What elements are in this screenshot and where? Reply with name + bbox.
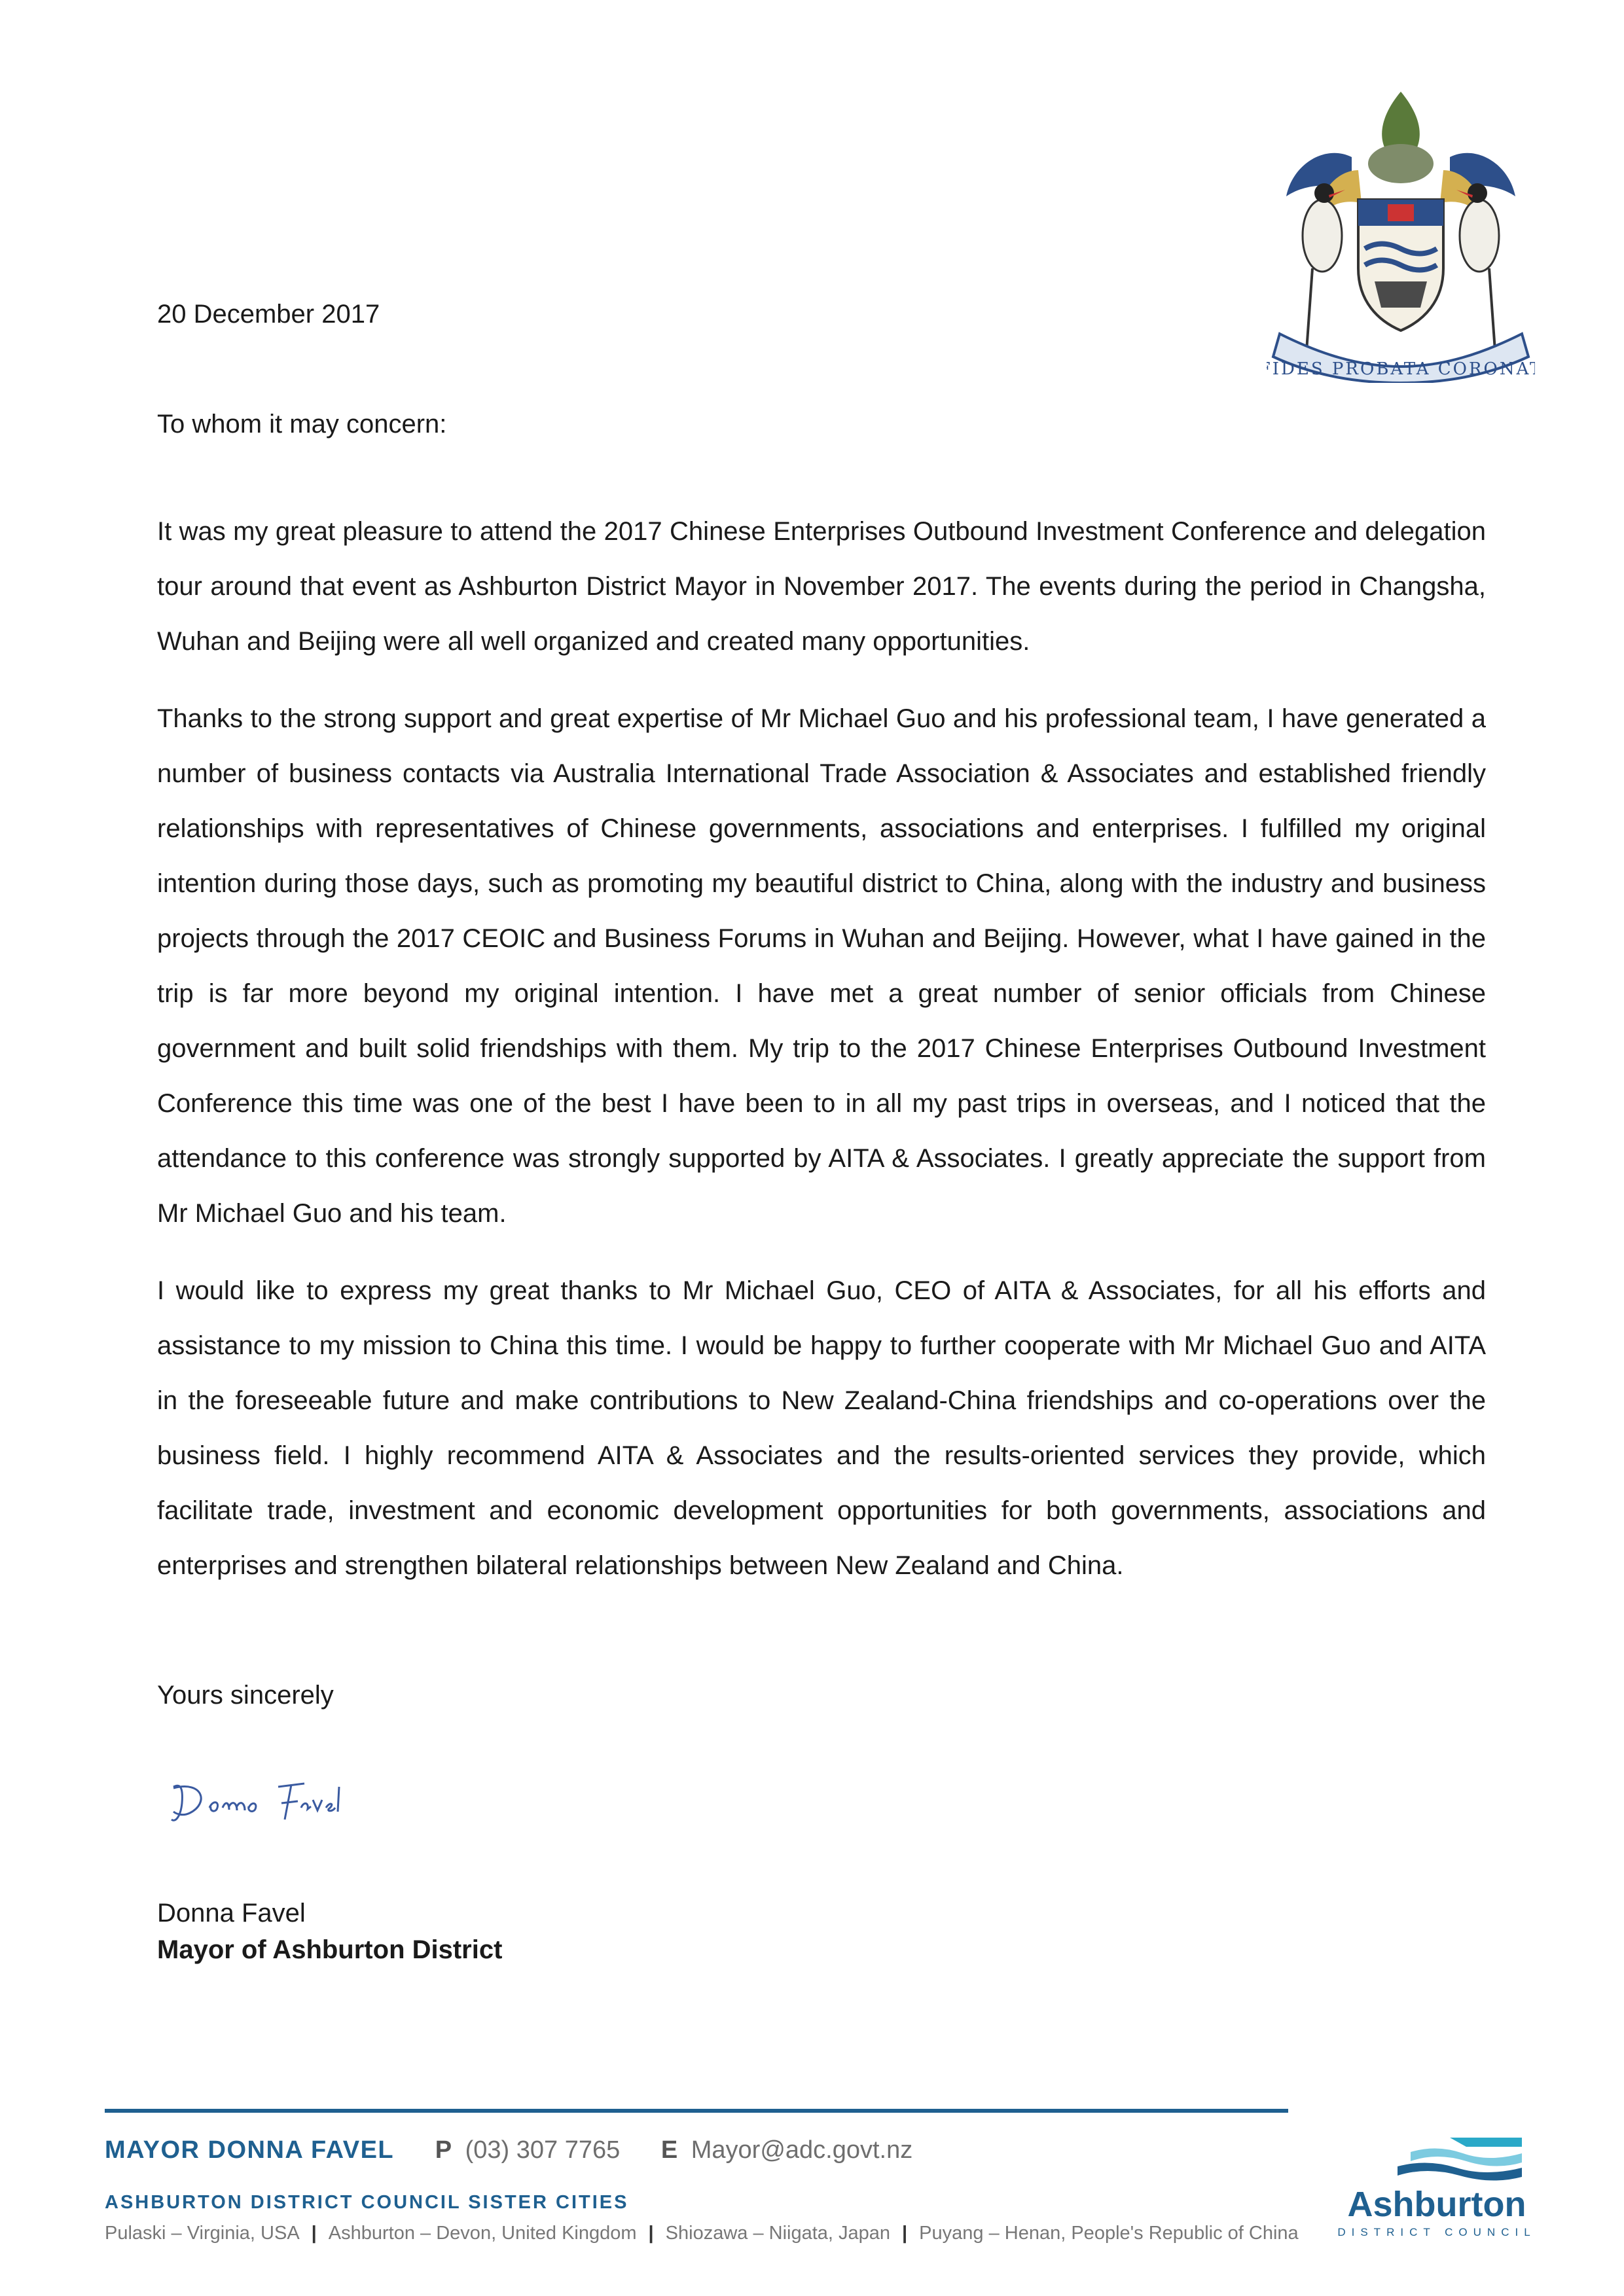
- logo-name: Ashburton: [1347, 2185, 1526, 2224]
- crest-motto: FIDES PROBATA CORONAT: [1267, 359, 1535, 379]
- sister-cities-title: ASHBURTON DISTRICT COUNCIL SISTER CITIES: [105, 2192, 629, 2213]
- footer-divider: [105, 2109, 1288, 2113]
- separator: |: [648, 2223, 654, 2244]
- footer-mayor-name: MAYOR DONNA FAVEL: [105, 2136, 395, 2164]
- email-label: E: [660, 2136, 678, 2164]
- sister-city-item: Puyang – Henan, People's Republic of China: [919, 2223, 1299, 2244]
- sister-city-item: Pulaski – Virginia, USA: [105, 2223, 300, 2244]
- email-address: Mayor@adc.govt.nz: [691, 2136, 913, 2164]
- signature-icon: [164, 1767, 373, 1833]
- letter-date: 20 December 2017: [157, 300, 380, 329]
- paragraph-2: Thanks to the strong support and great expertise of Mr Michael Guo and his professional team, I have generated a number of business contacts via Australia International Trade Association & Associates and established friendly relationships with representatives of Chinese governments, associations and enterprises. I fulfilled my original intention during those days, such as promoting my beautiful district to China, along with the industry and business projects through the 2017 CEOIC and Business Forums in Wuhan and Beijing. However, what I have gained in the trip is far more beyond my original intention. I have met a great number of senior officials from Chinese government and built solid friendships with them. My trip to the 2017 Chinese Enterprises Outbound Investment Conference this time was one of the best I have been to in all my past trips in overseas, and I noticed that the attendance to this conference was strongly supported by AITA & Associates. I greatly appreciate the support from Mr Michael Guo and his team.: [157, 704, 1486, 1228]
- signer-block: [157, 1895, 502, 1968]
- signer-name: Donna Favel: [157, 1899, 306, 1928]
- sister-cities-list: [105, 2220, 1299, 2246]
- signer-title: Mayor of Ashburton District: [157, 1935, 503, 1964]
- footer-contact: [105, 2134, 912, 2166]
- logo-subtitle: DISTRICT COUNCIL: [1337, 2226, 1536, 2238]
- sister-city-item: Ashburton – Devon, United Kingdom: [328, 2223, 637, 2244]
- signature: [164, 1767, 373, 1833]
- letter-body: [157, 504, 1486, 1615]
- paragraph-1: It was my great pleasure to attend the 2017 Chinese Enterprises Outbound Investment Conference and delegation tour around that event as Ashburton District Mayor in November 2017. The events during the period in Changsha, Wuhan and Beijing were all well organized and created many opportunities.: [157, 517, 1486, 656]
- paragraph-3: I would like to express my great thanks to Mr Michael Guo, CEO of AITA & Associates, for all his efforts and assistance to my mission to China this time. I would be happy to further cooperate with Mr Michael Guo and AITA in the foreseeable future and make contributions to New Zealand-China friendships and co-operations over the business field. I highly recommend AITA & Associates and the results-oriented services they provide, which facilitate trade, investment and economic development opportunities for both governments, associations and enterprises and strengthen bilateral relationships between New Zealand and China.: [157, 1276, 1486, 1580]
- separator: |: [311, 2223, 317, 2244]
- phone-label: P: [435, 2136, 452, 2164]
- separator: |: [902, 2223, 908, 2244]
- waves-icon: [1391, 2132, 1528, 2185]
- sister-city-item: Shiozawa – Niigata, Japan: [665, 2223, 891, 2244]
- salutation: To whom it may concern:: [157, 410, 447, 439]
- phone-number: (03) 307 7765: [465, 2136, 621, 2164]
- closing: Yours sincerely: [157, 1681, 334, 1710]
- council-logo: [1335, 2132, 1538, 2250]
